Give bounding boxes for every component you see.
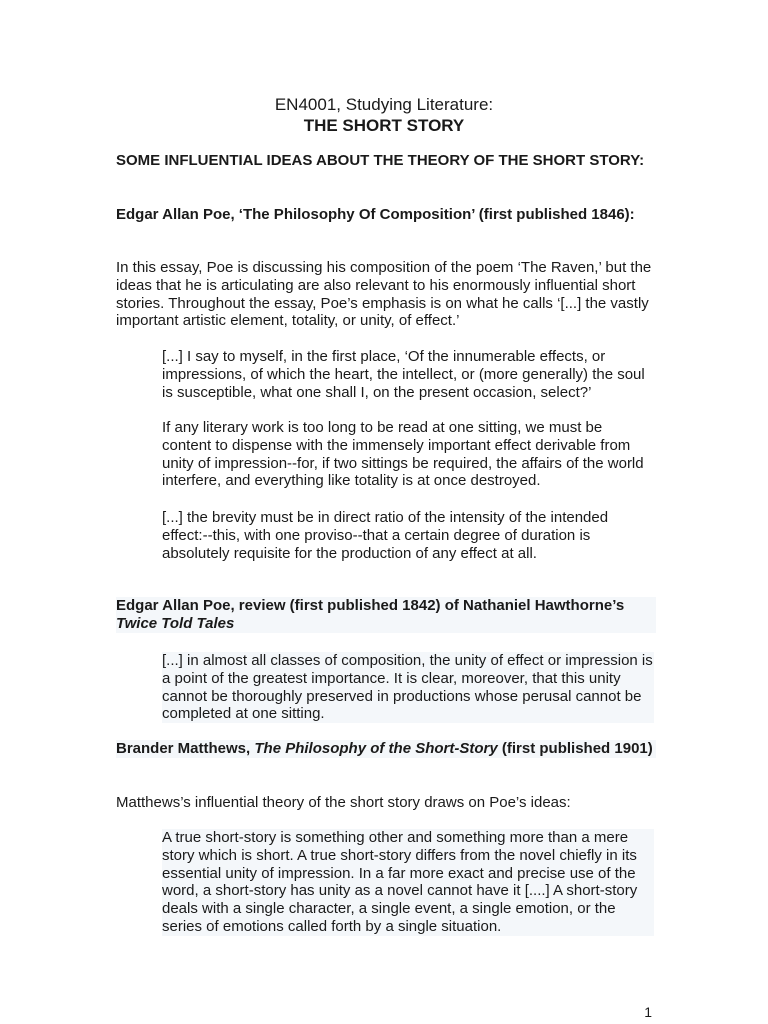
matthews-heading-suffix: (first published 1901): [501, 740, 653, 757]
poe-composition-quote-3: [...] the brevity must be in direct ratio of the intensity of the intended effect:--this, with one proviso--that a certain degree of duration is absolutely requisite for the production of any effect at all.: [162, 509, 609, 562]
poe-review-heading-title: Twice Told Tales: [116, 614, 235, 632]
matthews-quote: A true short-story is something other and something more than a mere story which is short. A true short-story differs from the novel chiefly in its essential unity of impression. In a far more exact and precise use of the word, a short-story has unity as a novel cannot have it [....] A short-story deals with a single character, a single event, a single emotion, or the series of emotions called forth by a single situation.: [162, 829, 654, 936]
matthews-intro: Matthews’s influential theory of the short story draws on Poe’s ideas:: [116, 794, 571, 811]
poe-composition-heading: Edgar Allan Poe, ‘The Philosophy Of Composition’ (first published 1846):: [116, 206, 635, 223]
poe-review-heading-text: Edgar Allan Poe, review (first published 1842) of Nathaniel Hawthorne’s: [116, 597, 625, 614]
section-heading: SOME INFLUENTIAL IDEAS ABOUT THE THEORY OF THE SHORT STORY:: [116, 152, 645, 169]
poe-review-heading: [116, 597, 656, 633]
page-number: 1: [644, 1004, 652, 1020]
matthews-heading: [116, 740, 656, 758]
poe-review-quote: [...] in almost all classes of composition, the unity of effect or impression is a point of the greatest importance. It is clear, moreover, that this unity cannot be thoroughly preserved in productions whose perusal cannot be completed at one sitting.: [162, 652, 653, 723]
title-block: [0, 94, 768, 136]
matthews-heading-prefix: Brander Matthews,: [116, 740, 251, 757]
document-title: THE SHORT STORY: [303, 116, 465, 135]
course-title: EN4001, Studying Literature:: [274, 95, 494, 114]
poe-composition-quote-1: [...] I say to myself, in the first place, ‘Of the innumerable effects, or impressions, of which the heart, the intellect, or (more generally) the soul is susceptible, what one shall I, on the present occasion, select?’: [162, 348, 645, 401]
poe-composition-quote-2: If any literary work is too long to be read at one sitting, we must be content to dispense with the immensely important effect derivable from unity of impression--for, if two sittings be required, the affairs of the world interfere, and everything like totality is at once destroyed.: [162, 419, 644, 490]
poe-composition-intro: In this essay, Poe is discussing his composition of the poem ‘The Raven,’ but the ideas that he is articulating are also relevant to his enormously influential short stories. Throughout the essay, Poe’s emphasis is on what he calls ‘[...] the vastly important artistic element, totality, or unity, of effect.’: [116, 259, 652, 330]
matthews-heading-title: The Philosophy of the Short-Story: [254, 740, 498, 757]
